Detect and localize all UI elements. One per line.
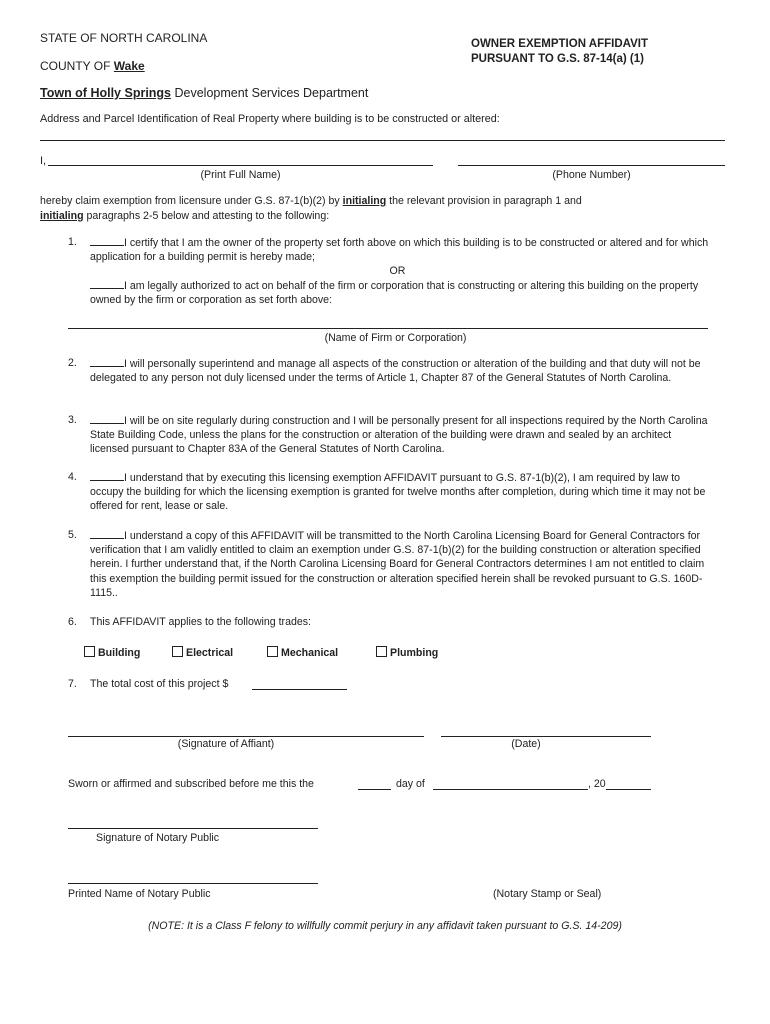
item-1b xyxy=(90,279,710,307)
item-4 xyxy=(90,471,710,514)
name-prefix: I, xyxy=(40,155,47,167)
notary-signature-label: Signature of Notary Public xyxy=(96,832,220,844)
county-line xyxy=(40,59,145,73)
item-7-number: 7. xyxy=(68,678,77,690)
county-name: Wake xyxy=(113,59,145,73)
sworn-year-field[interactable] xyxy=(606,789,651,790)
sworn-day-field[interactable] xyxy=(358,789,391,790)
item-2-number: 2. xyxy=(68,357,77,369)
item-4-number: 4. xyxy=(68,471,77,483)
full-name-field[interactable] xyxy=(48,165,433,166)
sworn-text-3: , 20 xyxy=(588,778,606,790)
initial-blank-1b[interactable] xyxy=(90,280,124,289)
date-field[interactable] xyxy=(441,736,651,737)
initial-blank-4[interactable] xyxy=(90,472,124,481)
address-label: Address and Parcel Identification of Real Property where building is to be constructed or altered: xyxy=(40,113,500,125)
item-3-number: 3. xyxy=(68,414,77,426)
initial-blank-2[interactable] xyxy=(90,358,124,367)
print-name-label: (Print Full Name) xyxy=(200,169,281,181)
item-2 xyxy=(90,357,710,385)
initial-blank-1a[interactable] xyxy=(90,237,124,246)
item-5 xyxy=(90,529,710,600)
building-label: Building xyxy=(98,647,141,659)
firm-name-field[interactable] xyxy=(68,328,708,329)
notary-printed-name-label: Printed Name of Notary Public xyxy=(68,888,211,900)
mechanical-label: Mechanical xyxy=(281,647,339,659)
intro-line1 xyxy=(40,195,582,207)
electrical-checkbox[interactable] xyxy=(172,646,183,657)
item-2-text: I will personally superintend and manage all aspects of the construction or alteration of the building and that duty will not be delegated to any person not duly licensed under the terms of Article 1, Chapter 87 of the General Statutes of North Carolina. xyxy=(90,358,701,385)
initial-blank-3[interactable] xyxy=(90,415,124,424)
county-prefix: COUNTY OF xyxy=(40,59,111,73)
sworn-month-field[interactable] xyxy=(433,789,588,790)
town-name: Town of Holly Springs xyxy=(40,86,172,100)
item-1a-text: I certify that I am the owner of the property set forth above on which this building is to be constructed or altered and for which application for a building permit is hereby made; xyxy=(90,237,709,264)
building-checkbox[interactable] xyxy=(84,646,95,657)
date-label: (Date) xyxy=(511,738,541,750)
item-3-text: I will be on site regularly during construction and I will be personally present for all inspections required by the North Carolina State Building Code, unless the plans for the construction or alteration of the building were drawn and sealed by an architect licensed pursuant to Chapter 83A of the General Statutes of North Carolina. xyxy=(90,415,708,456)
electrical-label: Electrical xyxy=(186,647,234,659)
plumbing-checkbox[interactable] xyxy=(376,646,387,657)
intro-initialing-2: initialing xyxy=(40,210,84,222)
affiant-signature-field[interactable] xyxy=(68,736,424,737)
item-1a xyxy=(90,236,710,264)
plumbing-label: Plumbing xyxy=(390,647,439,659)
state-label: STATE OF NORTH CAROLINA xyxy=(40,31,208,45)
notary-signature-field[interactable] xyxy=(68,828,318,829)
sworn-text-2: day of xyxy=(396,778,425,790)
notary-printed-name-field[interactable] xyxy=(68,883,318,884)
form-title-line2: PURSUANT TO G.S. 87-14(a) (1) xyxy=(471,53,644,65)
form-title-line1: OWNER EXEMPTION AFFIDAVIT xyxy=(471,38,648,50)
item-6-text: This AFFIDAVIT applies to the following trades: xyxy=(90,616,311,628)
item-6-number: 6. xyxy=(68,616,77,628)
intro-initialing-1: initialing xyxy=(342,195,387,207)
department-line xyxy=(40,86,368,100)
item-7-text: The total cost of this project $ xyxy=(90,678,229,690)
or-separator: OR xyxy=(389,265,406,277)
mechanical-checkbox[interactable] xyxy=(267,646,278,657)
item-1b-text: I am legally authorized to act on behalf of the firm or corporation that is constructing or altering this building on the property owned by the firm or corporation as set forth above: xyxy=(90,280,699,307)
affiant-signature-label: (Signature of Affiant) xyxy=(177,738,275,750)
item-3 xyxy=(90,414,710,457)
initial-blank-5[interactable] xyxy=(90,530,124,539)
item-5-number: 5. xyxy=(68,529,77,541)
notary-stamp-label: (Notary Stamp or Seal) xyxy=(493,888,602,900)
intro-text-3: paragraphs 2-5 below and attesting to the following: xyxy=(86,210,330,222)
address-field[interactable] xyxy=(40,140,725,141)
firm-name-label: (Name of Firm or Corporation) xyxy=(324,332,467,344)
project-cost-field[interactable] xyxy=(252,689,347,690)
item-5-text: I understand a copy of this AFFIDAVIT will be transmitted to the North Carolina Licensing Board for General Contractors for verification that I am validly entitled to claim an exemption under G.S. 87-1(b)(2) for the building construction or alteration specified herein. I further understand that, if the North Carolina Licensing Board for General Contractors determines I am not entitled to claim this exemption the building permit issued for the construction or alteration specified herein shall be revoked pursuant to G.S. 160D-1115.. xyxy=(90,530,705,599)
department-name: Development Services Department xyxy=(174,86,369,100)
intro-text-1: hereby claim exemption from licensure under G.S. 87-1(b)(2) by xyxy=(40,195,340,207)
perjury-note: (NOTE: It is a Class F felony to willfully commit perjury in any affidavit taken pursuant to G.S. 14-209) xyxy=(148,920,622,932)
phone-label: (Phone Number) xyxy=(552,169,631,181)
intro-text-2: the relevant provision in paragraph 1 and xyxy=(389,195,582,207)
intro-line2 xyxy=(40,210,329,222)
sworn-text-1: Sworn or affirmed and subscribed before me this the xyxy=(68,778,314,790)
item-4-text: I understand that by executing this licensing exemption AFFIDAVIT pursuant to G.S. 87-1(b)(2), I am required by law to occupy the building for which the licensing exemption is granted for twelve months after completion, during which time it may not be offered for rent, lease or sale. xyxy=(90,472,706,513)
phone-field[interactable] xyxy=(458,165,725,166)
item-1-number: 1. xyxy=(68,236,77,248)
